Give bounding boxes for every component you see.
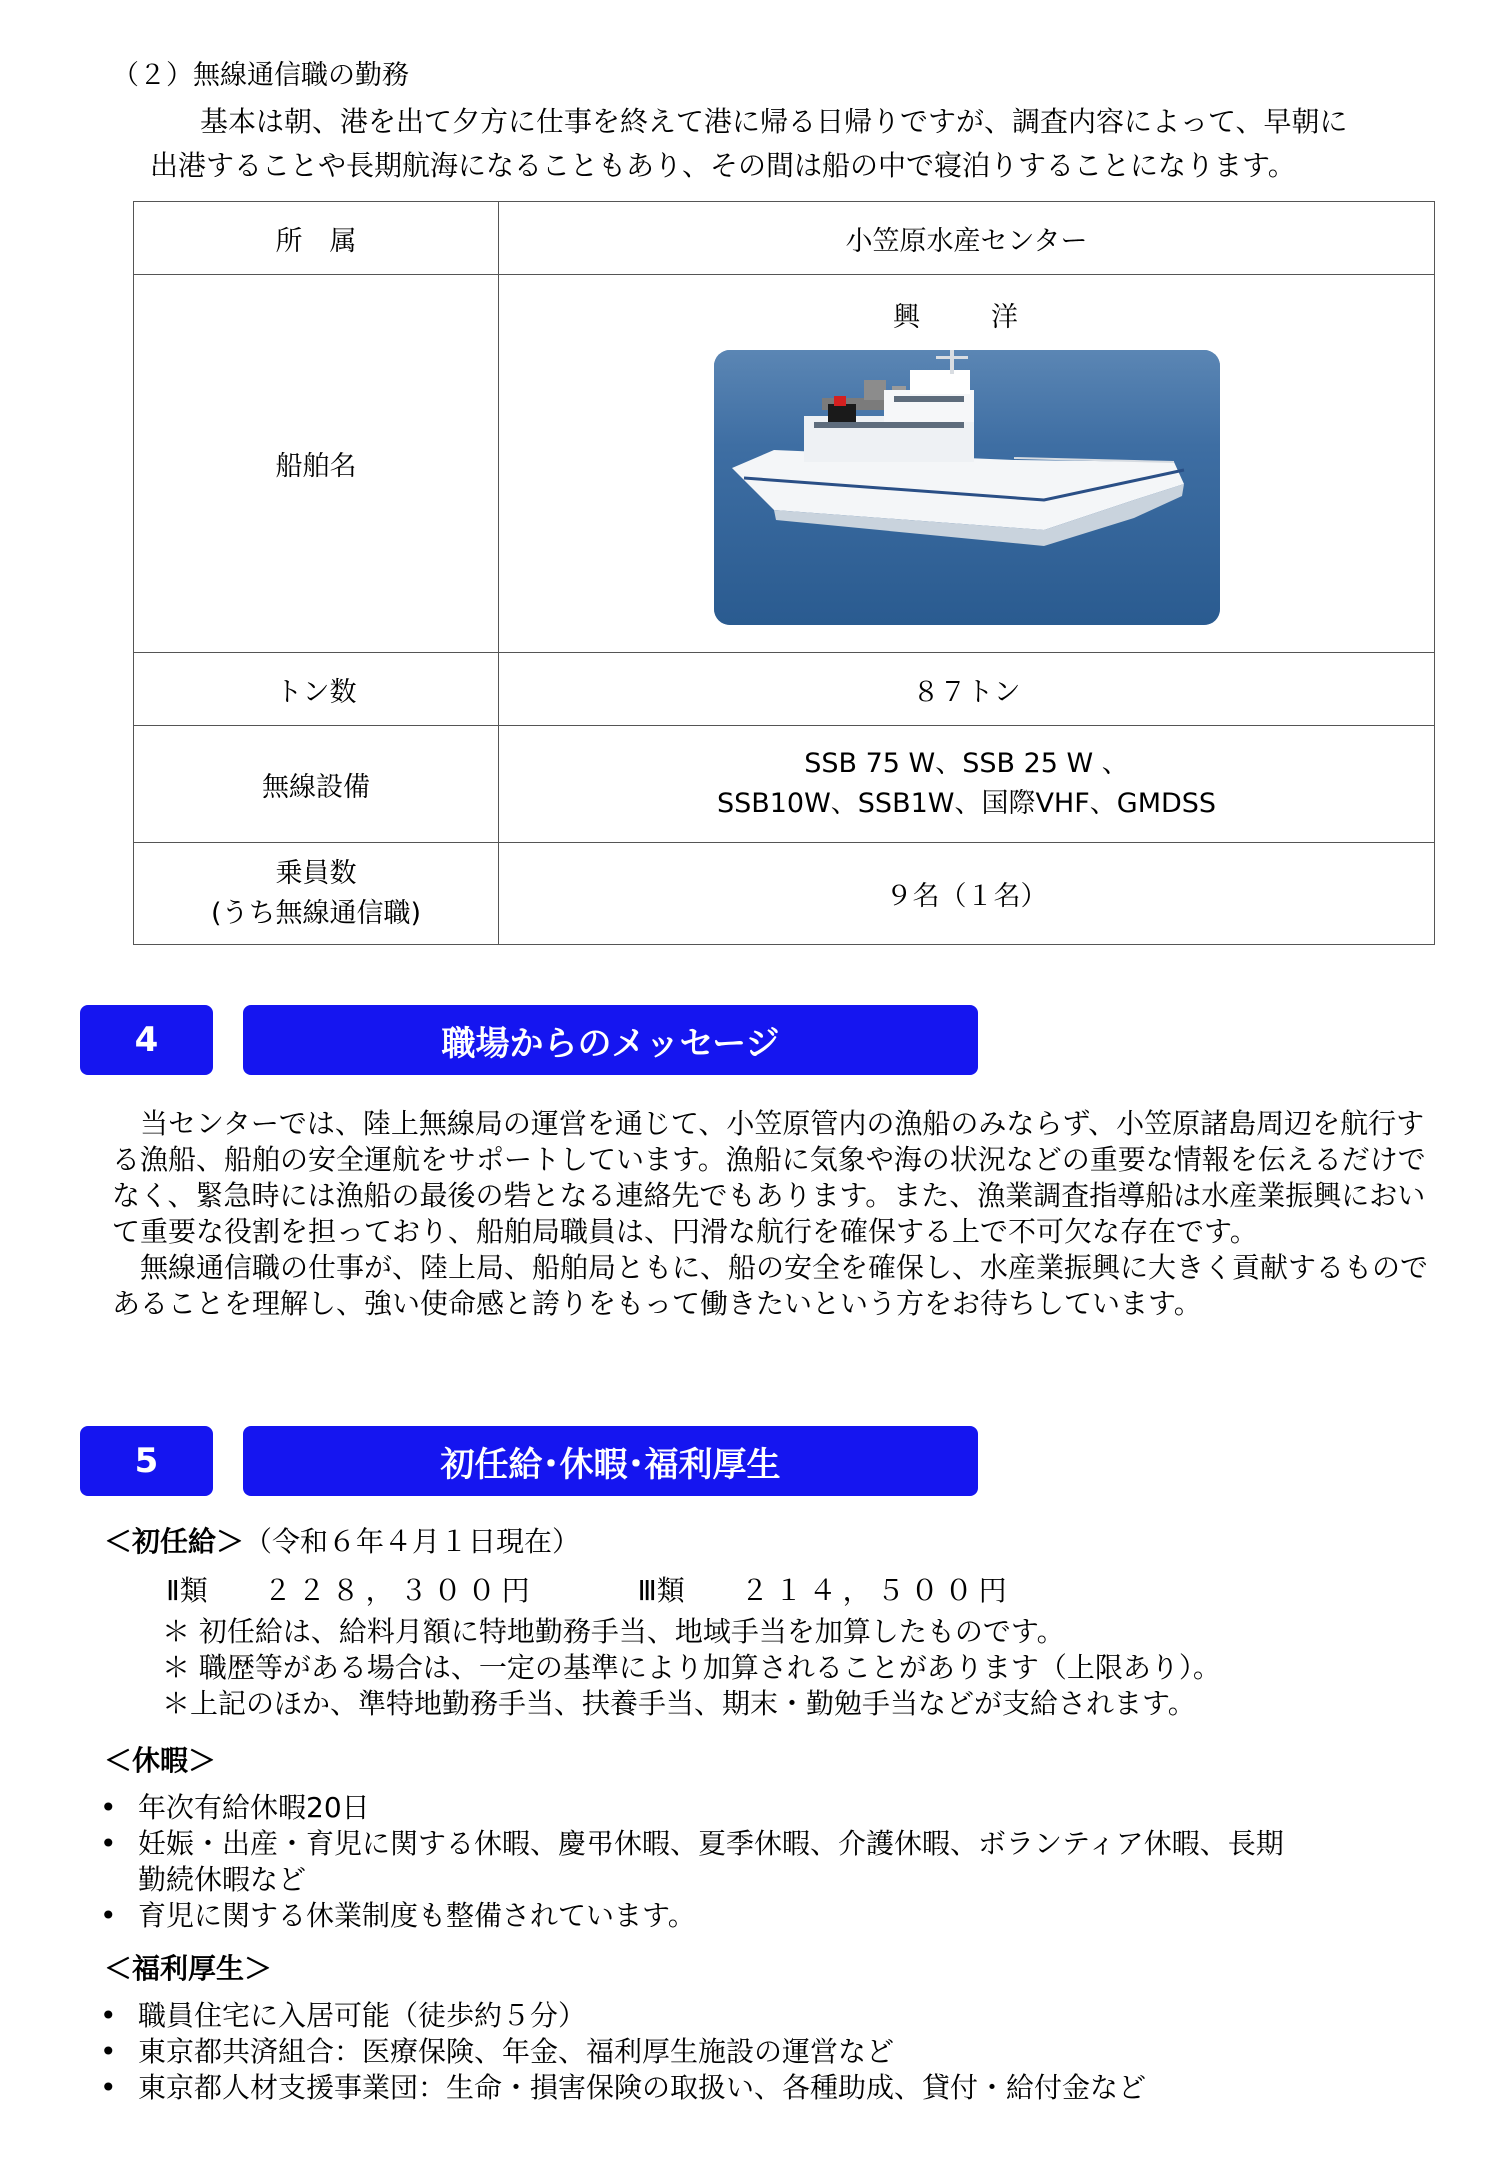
tonnage-label: トン数	[134, 653, 499, 726]
crew-value: ９名（１名）	[499, 843, 1435, 945]
list-item-line: • 妊娠・出産・育児に関する休暇、慶弔休暇、夏季休暇、介護休暇、ボランティア休暇、長期	[138, 1827, 1284, 1860]
ship-label: 船舶名	[134, 275, 499, 653]
ship-illustration	[714, 350, 1220, 625]
message-paragraph-1: 当センターでは、陸上無線局の運営を通じて、小笠原管内の漁船のみならず、小笠原諸島周辺を航行する漁船、船舶の安全運航をサポートしています。漁船に気象や海の状況などの重要な情報を伝えるだけでなく、緊急時には漁船の最後の砦となる連絡先でもあります。また、漁業調査指導船は水産業振興において重要な役割を担っており、船舶局職員は、円滑な航行を確保する上で不可欠な存在です。	[112, 1107, 1426, 1248]
salary-note: ＊ 職歴等がある場合は、一定の基準により加算されることがあります（上限あり）。	[162, 1651, 1221, 1684]
class-2-value: ２２８，３００円	[263, 1574, 536, 1607]
row-crew	[134, 843, 1435, 945]
list-item: • 職員住宅に入居可能（徒歩約５分）	[100, 1998, 1460, 2034]
message-body	[112, 1106, 1452, 1322]
ship-name: 興 洋	[893, 302, 1040, 333]
salary-notes	[162, 1614, 1221, 1722]
section-5-number: 5	[80, 1426, 213, 1496]
crew-label	[134, 843, 499, 945]
class-2-label: Ⅱ類	[166, 1574, 208, 1607]
leave-heading: ＜休暇＞	[104, 1744, 217, 1777]
list-item: • 年次有給休暇20日	[100, 1790, 1460, 1826]
affiliation-value: 小笠原水産センター	[499, 202, 1435, 275]
ship-photo	[714, 350, 1220, 625]
section-sub-heading: （２）無線通信職の勤務	[112, 60, 409, 91]
row-radio	[134, 726, 1435, 843]
list-item: • 東京都共済組合：医療保険、年金、福利厚生施設の運営など	[100, 2034, 1460, 2070]
list-item-line: 勤続休暇など	[138, 1863, 307, 1896]
class-3-label: Ⅲ類	[637, 1574, 685, 1607]
crew-label-line-2: (うち無線通信職)	[210, 897, 422, 929]
ship-cell	[499, 275, 1435, 653]
row-tonnage	[134, 653, 1435, 726]
row-affiliation	[134, 202, 1435, 275]
list-item	[100, 1826, 1460, 1898]
class-3-value: ２１４，５００円	[740, 1574, 1013, 1607]
list-item: • 東京都人材支援事業団：生命・損害保険の取扱い、各種助成、貸付・給付金など	[100, 2070, 1460, 2106]
intro-line-1: 基本は朝、港を出て夕方に仕事を終えて港に帰る日帰りですが、調査内容によって、早朝に	[200, 105, 1348, 138]
section-4-number: 4	[80, 1005, 213, 1075]
welfare-heading: ＜福利厚生＞	[104, 1952, 273, 1985]
vessel-table	[133, 201, 1435, 945]
radio-value-line-2: SSB10W、SSB1W、国際VHF、GMDSS	[716, 788, 1217, 819]
salary-note: ＊上記のほか、準特地勤務手当、扶養手当、期末・勤勉手当などが支給されます。	[162, 1687, 1196, 1720]
salary-heading: ＜初任給＞	[104, 1525, 245, 1558]
welfare-list	[100, 1998, 1460, 2106]
radio-value	[499, 726, 1435, 843]
leave-list	[100, 1790, 1460, 1934]
affiliation-label: 所 属	[134, 202, 499, 275]
salary-values-row	[166, 1573, 1013, 1609]
intro-line-2: 出港することや長期航海になることもあり、その間は船の中で寝泊りすることになります。	[150, 149, 1296, 182]
radio-value-line-1: SSB 75 W、SSB 25 W 、	[804, 748, 1129, 779]
section-4-title: 職場からのメッセージ	[243, 1005, 978, 1075]
section-5-title: 初任給･休暇･福利厚生	[243, 1426, 978, 1496]
tonnage-value: ８７トン	[499, 653, 1435, 726]
list-item: • 育児に関する休業制度も整備されています。	[100, 1898, 1460, 1934]
row-ship	[134, 275, 1435, 653]
crew-label-line-1: 乗員数	[275, 857, 357, 889]
salary-note: ＊ 初任給は、給料月額に特地勤務手当、地域手当を加算したものです。	[162, 1615, 1065, 1648]
intro-paragraph	[152, 100, 1452, 188]
radio-label: 無線設備	[134, 726, 499, 843]
message-paragraph-2: 無線通信職の仕事が、陸上局、船舶局ともに、船の安全を確保し、水産業振興に大きく貢献するものであることを理解し、強い使命感と誇りをもって働きたいという方をお待ちしています。	[112, 1251, 1429, 1320]
salary-heading-row	[104, 1524, 580, 1560]
salary-date: （令和６年４月１日現在）	[244, 1525, 581, 1558]
